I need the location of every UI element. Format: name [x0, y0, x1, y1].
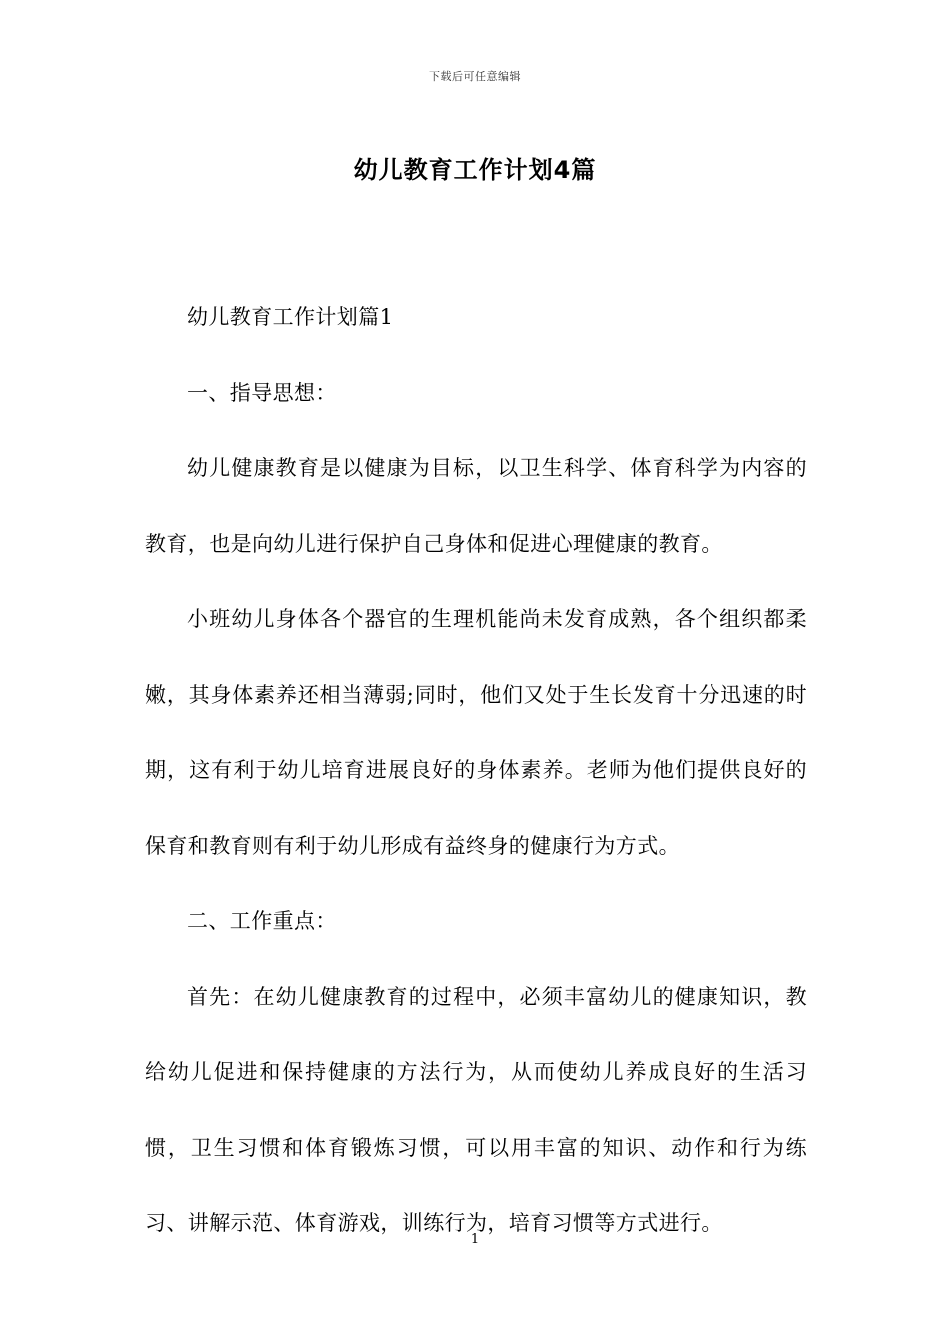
- header-note: 下载后可任意编辑: [429, 70, 521, 83]
- heading-work-focus: 二、工作重点：: [187, 909, 337, 933]
- document-title: 幼儿教育工作计划4篇: [353, 156, 597, 184]
- paragraph-first-point: 首先：在幼儿健康教育的过程中，必须丰富幼儿的健康知识，教给幼儿促进和保持健康的方法行为，从而使幼儿养成良好的生活习惯，卫生习惯和体育锻炼习惯，可以用丰富的知识、动作和行为练习、讲解示范、体育游戏，训练行为，培育习惯等方式进行。: [145, 984, 807, 1235]
- paragraph-child-development: 小班幼儿身体各个器官的生理机能尚未发育成熟，各个组织都柔嫩，其身体素养还相当薄弱;同时，他们又处于生长发育十分迅速的时期，这有利于幼儿培育进展良好的身体素养。老师为他们提供良好的保育和教育则有利于幼儿形成有益终身的健康行为方式。: [145, 607, 807, 858]
- section-heading-plan-1: 幼儿教育工作计划篇1: [187, 305, 394, 329]
- paragraph-health-education: 幼儿健康教育是以健康为目标，以卫生科学、体育科学为内容的教育，也是向幼儿进行保护自己身体和促进心理健康的教育。: [145, 456, 807, 556]
- heading-guiding-ideology: 一、指导思想：: [187, 380, 337, 405]
- document-body: [145, 280, 807, 1262]
- page-number: 1: [470, 1232, 480, 1247]
